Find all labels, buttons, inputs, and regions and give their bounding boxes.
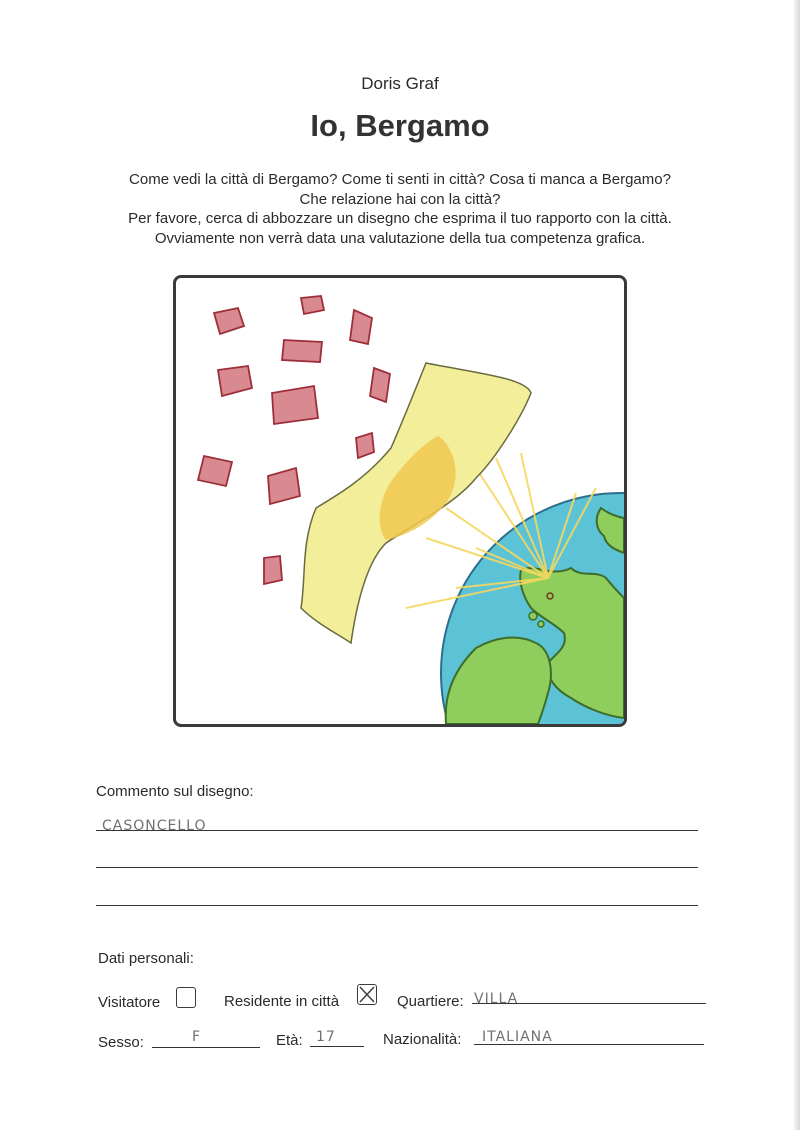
age-line (310, 1046, 364, 1047)
meat-piece (356, 433, 374, 458)
globe-island (529, 612, 537, 620)
resident-checkbox[interactable] (357, 984, 377, 1005)
prompt-line: Ovviamente non verrà data una valutazione della tua competenza grafica. (154, 229, 646, 247)
earth-globe-icon (441, 493, 624, 724)
nationality-value[interactable]: ITALIANA (482, 1029, 553, 1045)
meat-piece (272, 386, 318, 424)
nationality-label: Nazionalità: (383, 1031, 462, 1048)
district-label: Quartiere: (397, 993, 464, 1010)
page-title: Io, Bergamo (310, 108, 490, 143)
prompt-line: Per favore, cerca di abbozzare un disegno che esprima il tuo rapporto con la città. (128, 210, 672, 227)
comment-line (96, 905, 698, 906)
meat-piece (370, 368, 390, 402)
resident-label: Residente in città (224, 993, 340, 1010)
prompt-line: Come vedi la città di Bergamo? Come ti senti in città? Cosa ti manca a Bergamo? (129, 171, 671, 188)
visitor-label: Visitatore (98, 994, 161, 1011)
page-edge (794, 0, 800, 1130)
visitor-checkbox[interactable] (176, 987, 196, 1008)
meat-piece (214, 308, 244, 334)
meat-piece (264, 556, 282, 584)
sex-value[interactable]: F (192, 1029, 202, 1045)
meat-piece (350, 310, 372, 344)
age-value[interactable]: 17 (316, 1029, 336, 1045)
meat-piece (282, 340, 322, 362)
globe-island (538, 621, 544, 627)
age-label: Età: (276, 1032, 303, 1049)
comment-line (96, 867, 698, 868)
personal-section-label: Dati personali: (98, 950, 194, 967)
drawing-canvas (176, 278, 624, 724)
drawing-frame (173, 275, 627, 727)
prompt-line: Che relazione hai con la città? (299, 190, 501, 208)
prompt-text (80, 170, 720, 248)
meat-piece (198, 456, 232, 486)
district-line (472, 1003, 706, 1004)
meat-piece (218, 366, 252, 396)
nationality-line (474, 1044, 704, 1045)
district-value[interactable]: VILLA (474, 991, 519, 1007)
comment-answer[interactable]: CASONCELLO (102, 818, 207, 834)
comment-line (96, 830, 698, 831)
check-mark-icon (358, 985, 376, 1004)
meat-piece (301, 296, 324, 314)
sex-label: Sesso: (98, 1034, 144, 1051)
sex-line (152, 1047, 260, 1048)
comment-label: Commento sul disegno: (96, 783, 254, 800)
meat-piece (268, 468, 300, 504)
author-name: Doris Graf (361, 74, 439, 93)
